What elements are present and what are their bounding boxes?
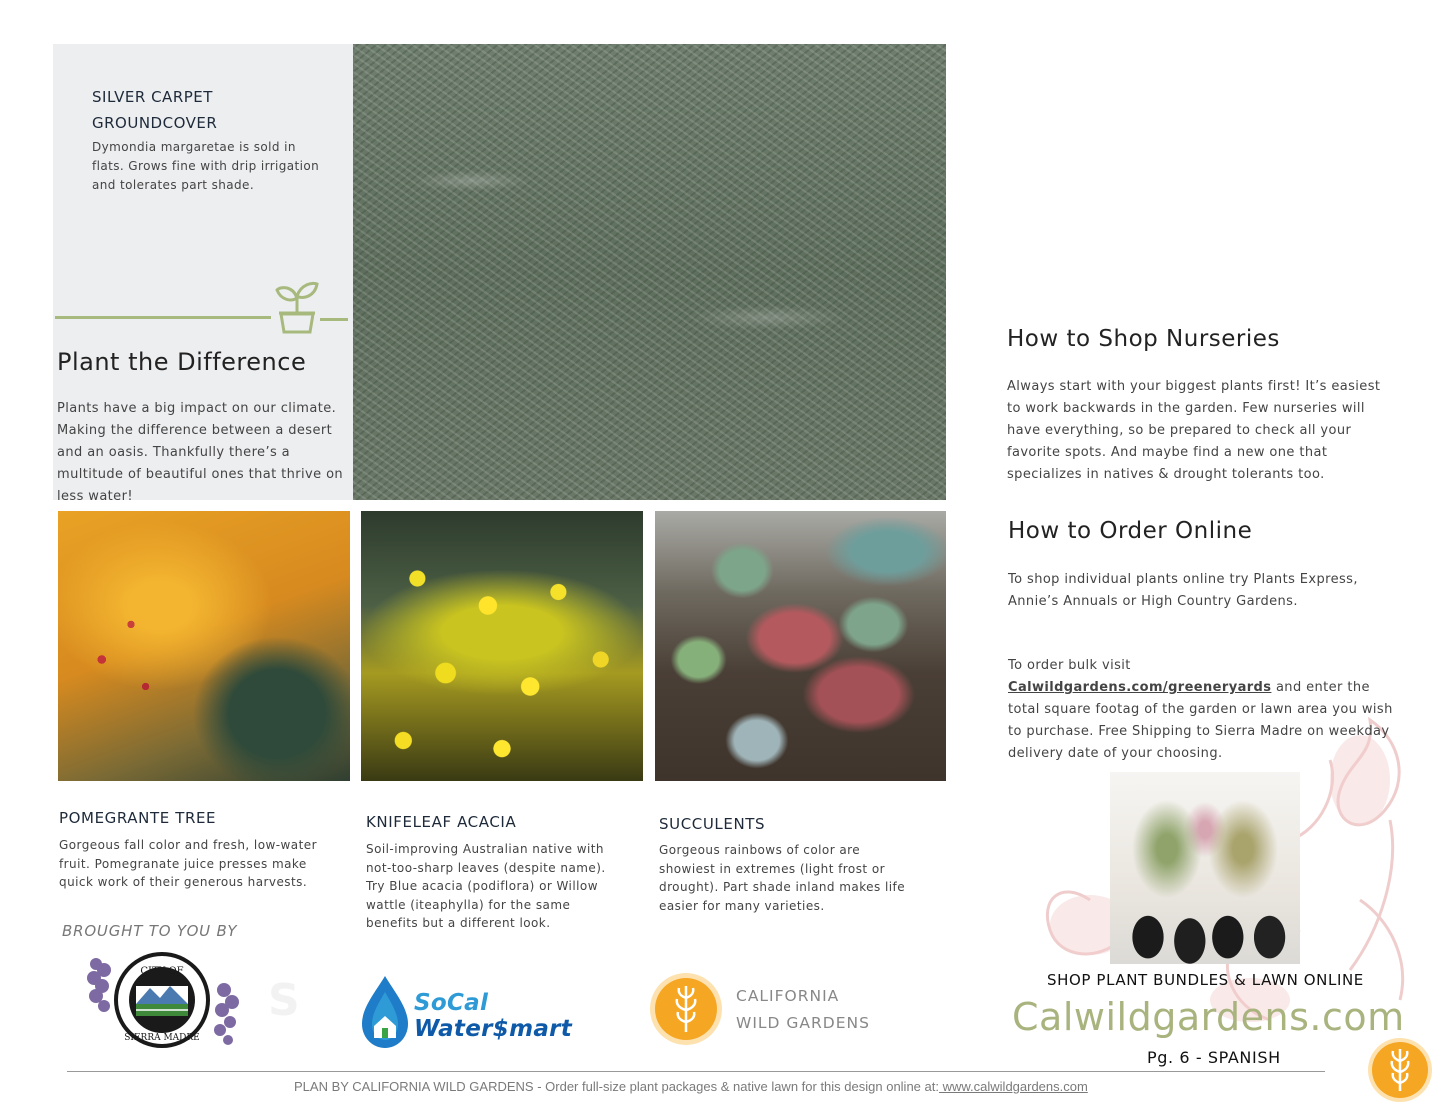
faded-watermark: S: [268, 975, 300, 1026]
silver-carpet-title: [92, 84, 332, 136]
pomegranate-photo: [58, 511, 350, 781]
silver-carpet-desc: Dymondia margaretae is sold in flats. Grows fine with drip irrigation and tolerates part shade.: [92, 140, 320, 192]
footer-link[interactable]: www.calwildgardens.com: [938, 1079, 1088, 1094]
sierra-madre-text: SIERRA MADRE: [124, 1033, 200, 1043]
footer-text: [294, 1079, 1088, 1094]
shop-bundles-caption: SHOP PLANT BUNDLES & LAWN ONLINE: [1047, 971, 1364, 989]
footer-divider: [67, 1071, 1325, 1072]
city-of-sierra-madre-logo: [84, 950, 242, 1050]
shop-nurseries-heading: How to Shop Nurseries: [1007, 326, 1280, 352]
potted-plant-icon: [273, 280, 321, 334]
calwildgardens-site-link[interactable]: Calwildgardens.com: [1012, 995, 1405, 1039]
acacia-title: KNIFELEAF ACACIA: [366, 813, 517, 831]
cwg-corner-badge-icon: [1367, 1037, 1433, 1103]
bulk-order-text: [1008, 655, 1393, 765]
city-of-text: CITY OF: [140, 966, 184, 977]
plant-difference-text: Plants have a big impact on our climate. Making the difference between a desert and an oasis. Thankfully there’s a multitude of beautiful ones that thrive on less water!: [57, 401, 344, 504]
socal-logo-text-2: Water$mart: [414, 1016, 573, 1042]
divider-line: [55, 316, 271, 319]
page-number: Pg. 6 - SPANISH: [1147, 1048, 1281, 1067]
acacia-desc: Soil-improving Australian native with not-too-sharp leaves (despite name). Try Blue acacia (podiflora) or Willow wattle (iteaphylla) for the same benefits but a different look.: [366, 842, 606, 930]
shop-nurseries-text: Always start with your biggest plants first! It’s easiest to work backwards in the garden. Few nurseries will have everything, so be prepared to check all your favorite spots. And maybe find a new one that specializes in natives & drought tolerants too.: [1007, 379, 1381, 482]
divider-line-end: [320, 318, 348, 321]
bulk-order-suffix: and enter the total square footag of the garden or lawn area you wish to purchase. Free Shipping to Sierra Madre on weekday delivery date of your choosing.: [1008, 680, 1393, 761]
plant-bundle-photo: [1110, 772, 1300, 964]
succulents-photo: [655, 511, 946, 781]
silver-carpet-title-line2: GROUNDCOVER: [92, 114, 218, 132]
plant-difference-heading: Plant the Difference: [57, 348, 307, 376]
cwg-logo-text-1: CALIFORNIA: [736, 987, 840, 1005]
pomegranate-title: POMEGRANTE TREE: [59, 809, 217, 827]
silver-carpet-photo: [353, 44, 946, 500]
order-online-heading: How to Order Online: [1008, 518, 1253, 544]
pomegranate-desc: Gorgeous fall color and fresh, low-water fruit. Pomegranate juice presses make quick work of their generous harvests.: [59, 838, 317, 889]
brought-to-you-by: BROUGHT TO YOU BY: [62, 922, 238, 940]
silver-carpet-title-line1: SILVER CARPET: [92, 88, 213, 106]
cwg-logo-text-2: WILD GARDENS: [736, 1014, 870, 1032]
footer-credit: PLAN BY CALIFORNIA WILD GARDENS - Order full-size plant packages & native lawn for this design online at:: [294, 1079, 939, 1094]
order-online-text: To shop individual plants online try Plants Express, Annie’s Annuals or High Country Gardens.: [1008, 572, 1358, 609]
succulents-desc: Gorgeous rainbows of color are showiest in extremes (light frost or drought). Part shade inland makes life easier for many varieties.: [659, 843, 906, 913]
california-wild-gardens-logo: [649, 972, 723, 1046]
succulents-title: SUCCULENTS: [659, 815, 766, 833]
bulk-order-prefix: To order bulk visit: [1008, 658, 1131, 673]
acacia-photo: [361, 511, 643, 781]
socal-logo-text-1: SoCal: [414, 990, 489, 1016]
greeneryards-link[interactable]: Calwildgardens.com/greeneryards: [1008, 680, 1272, 695]
